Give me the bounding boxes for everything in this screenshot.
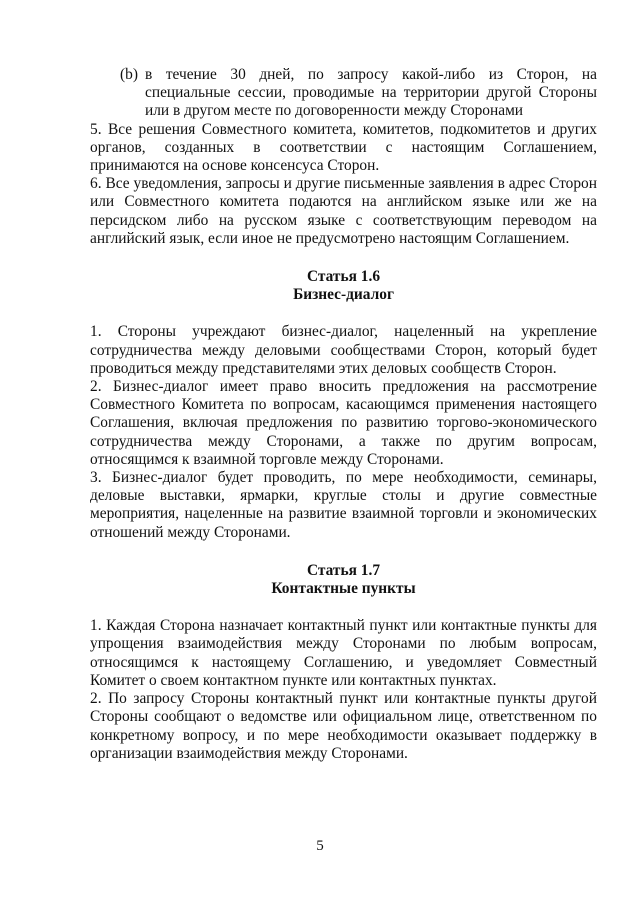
- page-number: 5: [316, 838, 324, 854]
- paragraph-5: 5. Все решения Совместного комитета, комитетов, подкомитетов и других органов, созданных в соответствии с настоящим Соглашением, принимаются на основе консенсуса Сторон.: [90, 120, 597, 175]
- article-1-7-paragraph-1: 1. Каждая Сторона назначает контактный пункт или контактные пункты для упрощения взаимодействия между Сторонами по любым вопросам, относящимся к настоящему Соглашению, и уведомляет Совместный Комитет о своем контактном пункте или контактных пунктах.: [90, 617, 597, 689]
- article-1-7-heading: [90, 562, 597, 598]
- list-item-b: [120, 66, 597, 121]
- article-title: Контактные пункты: [271, 580, 416, 598]
- document-body: [90, 66, 597, 763]
- article-1-6-paragraph-2: 2. Бизнес-диалог имеет право вносить предложения на рассмотрение Совместного Комитета по вопросам, касающимся применения настоящего Соглашения, включая предложения по развитию торгово-экономического сотрудничества между Сторонами, а также по другим вопросам, относящимся к взаимной торговле между Сторонами.: [90, 378, 597, 468]
- article-1-6-heading: [90, 268, 597, 304]
- article-number: Статья 1.7: [306, 561, 381, 579]
- article-number: Статья 1.6: [306, 268, 381, 286]
- list-item-text: в течение 30 дней, по запросу какой-либо из Сторон, на специальные сессии, проводимые на территории другой Стороны или в другом месте по договоренности между Сторонами: [145, 66, 597, 120]
- article-title: Бизнес-диалог: [293, 286, 394, 304]
- list-item-marker: (b): [120, 66, 138, 83]
- article-1-6-paragraph-1: 1. Стороны учреждают бизнес-диалог, нацеленный на укрепление сотрудничества между деловыми сообществами Сторон, который будет проводиться между представителями этих деловых сообществ Сторон.: [90, 323, 597, 377]
- article-1-6-paragraph-3: 3. Бизнес-диалог будет проводить, по мере необходимости, семинары, деловые выставки, ярмарки, круглые столы и другие совместные мероприятия, нацеленные на развитие взаимной торговли и экономических отношений между Сторонами.: [90, 469, 597, 541]
- article-1-7-paragraph-2: 2. По запросу Стороны контактный пункт или контактные пункты другой Стороны сообщают о ведомстве или официальном лице, ответственном по конкретному вопросу, и по мере необходимости оказывает поддержку в организации взаимодействия между Сторонами.: [90, 690, 597, 762]
- paragraph-6: 6. Все уведомления, запросы и другие письменные заявления в адрес Сторон или Совместного комитета подаются на английском языке или же на персидском либо на русском языке с соответствующим переводом на английский язык, если иное не предусмотрено настоящим Соглашением.: [90, 175, 597, 247]
